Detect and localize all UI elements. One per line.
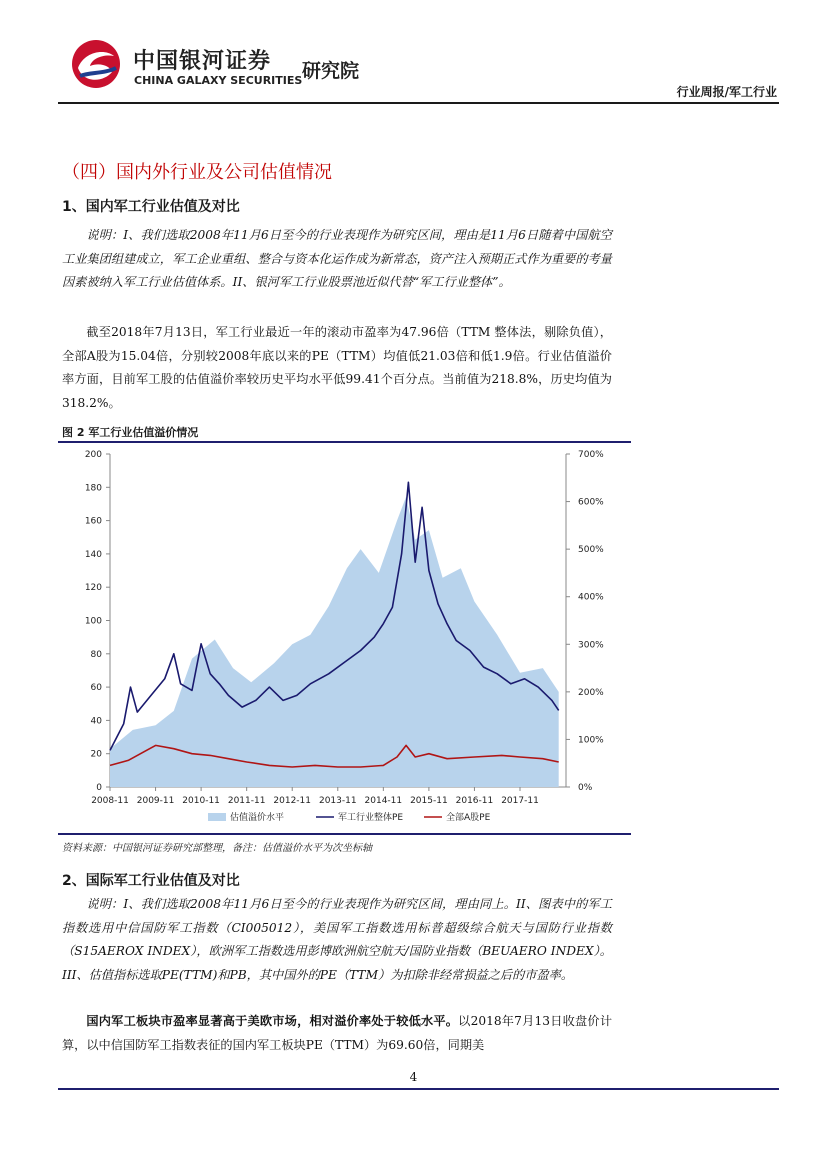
y2-tick-label: 100% (578, 735, 604, 746)
y-tick-label: 0 (96, 783, 102, 793)
page-number: 4 (409, 1070, 418, 1084)
part2-body-text: 以2018年7月13日收盘价计算，以中信国防军工指数表征的国内军工板块PE（TTM）为69.60倍，同期美 (62, 1014, 613, 1052)
part2-body-lead: 国内军工板块市盈率显著高于美欧市场，相对溢价率处于较低水平。 (86, 1014, 459, 1028)
y2-tick-label: 300% (578, 640, 604, 651)
figure-source: 资料来源：中国银河证券研究部整理，备注：估值溢价水平为次坐标轴 (62, 843, 372, 854)
footer-divider (58, 1088, 779, 1090)
y-tick-label: 60 (90, 683, 102, 694)
figure-title: 图 2 军工行业估值溢价情况 (62, 426, 199, 439)
y-tick-label: 120 (84, 583, 102, 594)
y2-tick-label: 400% (578, 592, 604, 603)
y-tick-label: 40 (90, 716, 102, 727)
y2-tick-label: 600% (578, 497, 604, 508)
legend-swatch-area (208, 813, 226, 821)
report-type-tag: 行业周报/军工行业 (676, 85, 777, 99)
part2-note: 说明：I、我们选取2008年11月6日至今的行业表现作为研究区间，理由同上。II、图表中的军工指数选用中信国防军工指数（CI005012），美国军工指数选用标普超级综合航天与国防行业指数（S15AEROX INDEX），欧洲军工指数选用彭博欧洲航空航天/国防业指数（BEUAERO INDEX）。III、估值指标选取PE(TTM)和PB，其中国外的PE（TTM）为扣除非经常损益之后的市盈率。 (62, 897, 612, 982)
legend-label: 军工行业整体PE (338, 813, 404, 823)
figure-top-rule (58, 441, 631, 443)
part1-body: 截至2018年7月13日，军工行业最近一年的滚动市盈率为47.96倍（TTM 整体法，剔除负值），全部A股为15.04倍，分别较2008年底以来的PE（TTM）均值低21.03倍和低1.9倍。行业估值溢价率方面，目前军工股的估值溢价率较历史平均水平低99.41个百分点。当前值为218.8%，历史均值为318.2%。 (62, 325, 612, 410)
institute-label: 研究院 (302, 60, 360, 82)
x-tick-label: 2017-11 (501, 796, 539, 806)
x-tick-label: 2010-11 (182, 796, 220, 806)
section-title: （四）国内外行业及公司估值情况 (62, 162, 332, 183)
y2-tick-label: 0% (578, 783, 593, 793)
part1-title: 1、国内军工行业估值及对比 (62, 199, 240, 215)
chart-legend (208, 811, 491, 823)
company-name-en: CHINA GALAXY SECURITIES (134, 74, 303, 87)
y-tick-label: 200 (84, 450, 102, 460)
part2-body (62, 1010, 612, 1057)
x-tick-label: 2014-11 (364, 796, 403, 806)
header-divider (58, 102, 779, 104)
chart-series (110, 482, 559, 787)
y-tick-label: 140 (84, 549, 102, 560)
y2-tick-label: 500% (578, 545, 604, 556)
x-tick-label: 2011-11 (227, 796, 266, 806)
company-name-cn: 中国银河证券 (133, 49, 272, 74)
y-tick-label: 20 (90, 749, 102, 760)
legend-label: 全部A股PE (446, 813, 491, 823)
series-premium-area (110, 497, 559, 787)
x-tick-label: 2013-11 (318, 796, 357, 806)
x-tick-label: 2015-11 (410, 796, 448, 806)
x-tick-label: 2016-11 (455, 796, 494, 806)
y-tick-label: 160 (84, 516, 102, 527)
galaxy-logo-icon (70, 38, 122, 90)
figure-bottom-rule (58, 833, 631, 835)
x-tick-label: 2012-11 (273, 796, 312, 806)
y-tick-label: 100 (84, 616, 102, 627)
x-tick-label: 2009-11 (136, 796, 175, 806)
part2-title: 2、国际军工行业估值及对比 (62, 873, 240, 889)
company-logo (58, 30, 378, 98)
y2-tick-label: 700% (578, 450, 604, 460)
legend-label: 估值溢价水平 (230, 813, 285, 823)
x-tick-label: 2008-11 (91, 796, 129, 806)
valuation-premium-chart (58, 444, 631, 832)
y-tick-label: 80 (90, 649, 102, 660)
y2-tick-label: 200% (578, 687, 604, 698)
part1-note: 说明：I、我们选取2008年11月6日至今的行业表现作为研究区间，理由是11月6日随着中国航空工业集团组建成立，军工企业重组、整合与资本化运作成为新常态，资产注入预期正式作为重要的考量因素被纳入军工行业估值体系。II、银河军工行业股票池近似代替“军工行业整体”。 (62, 228, 612, 289)
y-tick-label: 180 (84, 483, 102, 494)
